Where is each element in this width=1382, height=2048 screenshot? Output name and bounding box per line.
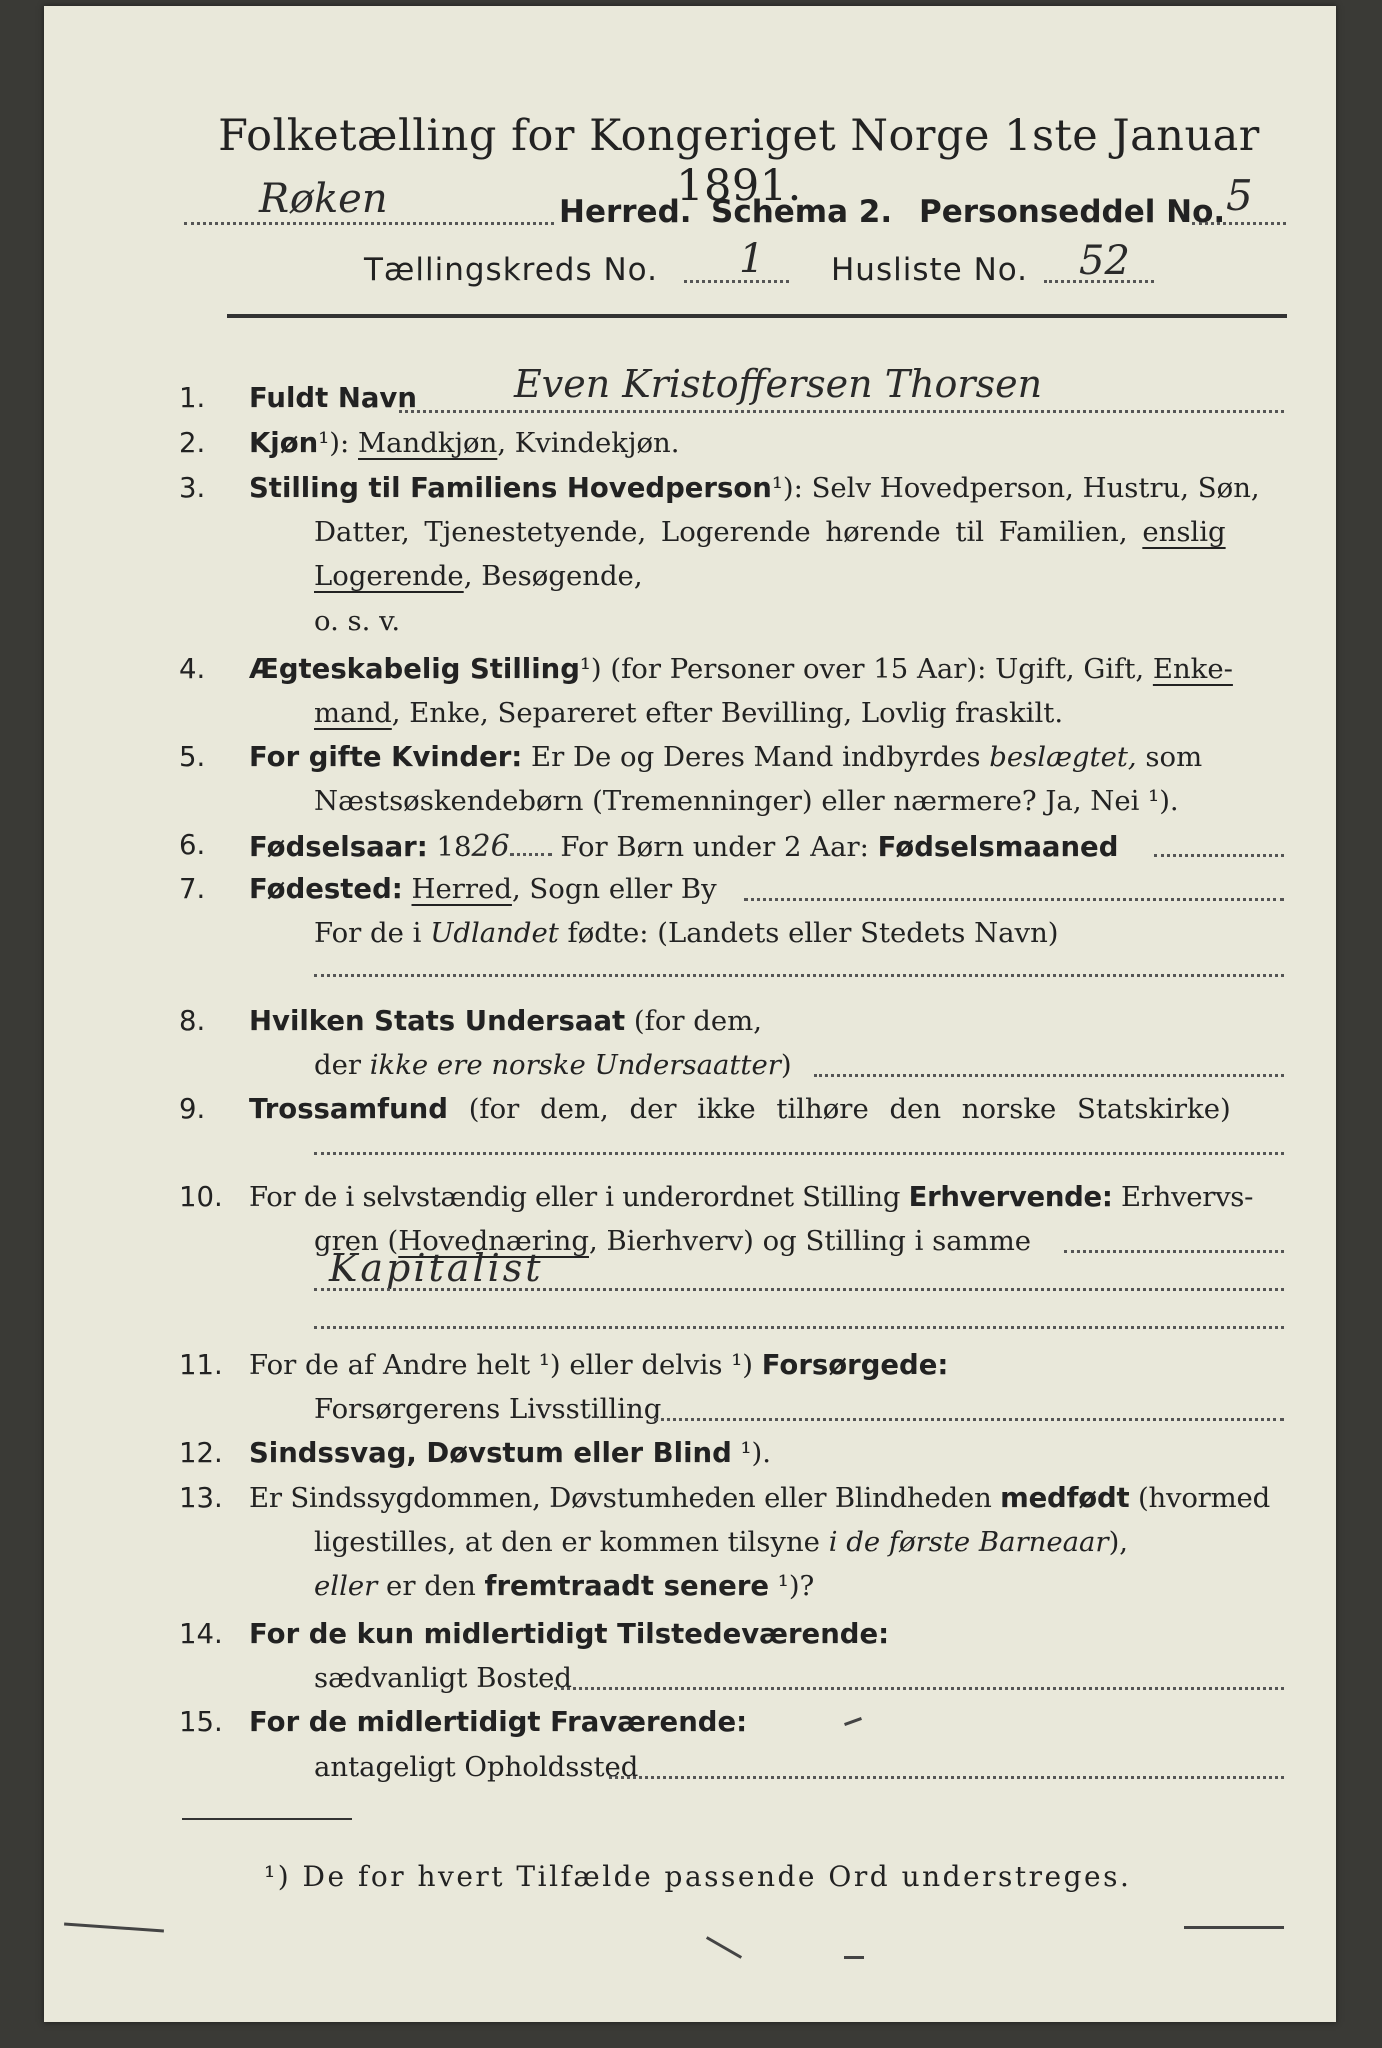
q1-answer-name: Even Kristoffersen Thorsen xyxy=(514,362,1043,406)
q10-erhvervende: Erhvervende: xyxy=(908,1181,1113,1213)
q7-label: Fødested: xyxy=(249,873,403,905)
personseddel-value: 5 xyxy=(1226,171,1253,220)
q7-answer-line xyxy=(744,898,1284,901)
q13-fremtraadt-senere: fremtraadt senere xyxy=(484,1570,770,1602)
footnote: ¹) De for hvert Tilfælde passende Ord understreges. xyxy=(264,1860,1132,1893)
q14-label: For de kun midlertidigt Tilstedeværende: xyxy=(249,1618,890,1650)
personseddel-dotted-line xyxy=(1192,222,1286,225)
q11-answer-line xyxy=(654,1418,1284,1421)
q4-number: 4. xyxy=(179,653,206,685)
q5-line1-text: Er De og Deres Mand indbyrdes xyxy=(522,741,990,773)
q3-line1-rest: ¹): Selv Hovedperson, Hustru, Søn, xyxy=(771,472,1260,504)
q8-number: 8. xyxy=(179,1005,206,1037)
q14-answer-line xyxy=(554,1687,1284,1690)
q6-month-line xyxy=(1154,854,1284,857)
husliste-label: Husliste No. xyxy=(831,252,1029,288)
form-title: Folketælling for Kongeriget Norge 1ste Januar 1891. xyxy=(218,111,1260,211)
q1-answer-line xyxy=(399,410,1284,413)
q2-label: Kjøn xyxy=(249,427,319,459)
q13-line2-b: ), xyxy=(1108,1526,1129,1558)
ink-mark-bottom xyxy=(706,1936,742,1959)
q10-line1-a: For de i selvstændig eller i underordnet Stilling xyxy=(249,1181,909,1213)
q13-medfodt: medfødt xyxy=(1000,1482,1130,1514)
q13-line1-c: (hvormed xyxy=(1129,1482,1270,1514)
q13-forste-barneaar: i de første Barneaar xyxy=(828,1526,1109,1558)
q12-label: Sindssvag, Døvstum eller Blind xyxy=(249,1437,732,1469)
q10-number: 10. xyxy=(179,1181,223,1213)
q10-answer-line-2 xyxy=(314,1326,1284,1329)
q14-bosted: sædvanligt Bosted xyxy=(314,1662,573,1694)
q8-line1-a: Hvilken Stats xyxy=(249,1005,465,1037)
q10-option-hovednaering: Hovednæring xyxy=(398,1225,589,1257)
q8-undersaat: Undersaat xyxy=(464,1005,626,1037)
q3-number: 3. xyxy=(179,472,206,504)
q7-rest: , Sogn eller By xyxy=(511,873,717,905)
q10-line1-c: Erhvervs- xyxy=(1112,1181,1254,1213)
q15-label: For de midlertidigt Fraværende: xyxy=(249,1706,748,1738)
q6-label: Fødselsaar: xyxy=(249,831,428,863)
q7-line2-a: For de i xyxy=(314,917,431,949)
q3-label: Stilling til Familiens Hovedperson xyxy=(249,472,772,504)
q2-option-kvindekjon: , Kvindekjøn. xyxy=(497,427,680,459)
q2-number: 2. xyxy=(179,427,206,459)
q3-line3-text: , Besøgende, xyxy=(463,560,643,592)
q11-livsstilling: Forsørgerens Livsstilling xyxy=(314,1393,662,1425)
q13-line2-a: ligestilles, at den er kommen tilsyne xyxy=(314,1526,829,1558)
q10-answer-occupation: Kapitalist xyxy=(329,1246,544,1290)
q8-ikke-norske: ikke ere norske Undersaatter xyxy=(369,1049,781,1081)
q3-line2-text: Datter, Tjenestetyende, Logerende hørende til Familien, xyxy=(314,516,1143,548)
q2-option-mandkjon: Mandkjøn xyxy=(358,427,498,459)
husliste-value: 52 xyxy=(1079,238,1130,284)
header-divider xyxy=(227,314,1287,318)
q11-line1-a: For de af Andre helt ¹) eller delvis ¹) xyxy=(249,1349,762,1381)
q5-label: For gifte Kvinder: xyxy=(249,741,523,773)
q5-beslaegtet: beslægtet, xyxy=(989,741,1137,773)
q15-number: 15. xyxy=(179,1706,223,1738)
q7-option-herred: Herred xyxy=(411,873,512,905)
q13-line1-a: Er Sindssygdommen, Døvstumheden eller Blindheden xyxy=(249,1482,1001,1514)
q9-number: 9. xyxy=(179,1093,206,1125)
q6-year-value: 26 xyxy=(471,829,510,864)
q13-line3-c: ¹)? xyxy=(769,1570,815,1602)
q13-line3-a: er den xyxy=(377,1570,485,1602)
q9-rest: (for dem, der ikke tilhøre den norske Statskirke) xyxy=(447,1093,1231,1125)
q2-rest: ): xyxy=(329,427,358,459)
q7-foreign-line xyxy=(314,974,1284,977)
q6-fodselsmaaned: Fødselsmaaned xyxy=(877,831,1119,863)
personseddel-label: Personseddel No. xyxy=(919,194,1226,230)
q8-line1-c: (for dem, xyxy=(625,1005,762,1037)
q4-line1-text: ¹) (for Personer over 15 Aar): Ugift, Gift, xyxy=(579,653,1153,685)
q8-answer-line xyxy=(814,1074,1284,1077)
q15-answer-line xyxy=(609,1776,1284,1779)
q2-sup: ¹ xyxy=(318,427,330,459)
q1-label: Fuldt Navn xyxy=(249,382,417,414)
tellingskreds-dotted-line xyxy=(684,280,789,283)
q11-number: 11. xyxy=(179,1349,223,1381)
margin-mark-left xyxy=(64,1923,164,1933)
q9-answer-line xyxy=(314,1152,1284,1155)
q13-eller: eller xyxy=(314,1570,378,1602)
q4-line2-text: , Enke, Separeret efter Bevilling, Lovlig fraskilt. xyxy=(391,697,1064,729)
q11-forsorgede: Forsørgede: xyxy=(761,1349,949,1381)
q12-rest: ¹). xyxy=(731,1437,772,1469)
q10-line2-dots xyxy=(1064,1250,1284,1253)
q10-line2-a: gren ( xyxy=(314,1225,399,1257)
census-form-sheet xyxy=(44,6,1336,2022)
q4-label: Ægteskabelig Stilling xyxy=(249,653,580,685)
q8-line2-b: ) xyxy=(780,1049,792,1081)
q9-label: Trossamfund xyxy=(249,1093,448,1125)
q12-number: 12. xyxy=(179,1437,223,1469)
tellingskreds-value: 1 xyxy=(739,236,765,282)
q1-number: 1. xyxy=(179,382,206,414)
herred-value: Røken xyxy=(259,176,388,222)
q3-option-enslig: enslig xyxy=(1142,516,1226,548)
q4-option-enkemand-b: mand xyxy=(314,697,392,729)
q14-number: 14. xyxy=(179,1618,223,1650)
q6-number: 6. xyxy=(179,829,206,861)
q5-som: som xyxy=(1136,741,1203,773)
schema-label: Schema 2. xyxy=(711,194,893,230)
q15-opholdssted: antageligt Opholdssted xyxy=(314,1751,639,1783)
herred-label: Herred. xyxy=(559,194,692,230)
q6-year-prefix: 18 xyxy=(427,831,472,863)
ink-mark-bottom-2 xyxy=(844,1956,864,1959)
q5-line2-text: Næstsøskendebørn (Tremenninger) eller nærmere? Ja, Nei ¹). xyxy=(314,785,1179,817)
tellingskreds-label: Tællingskreds No. xyxy=(364,252,658,288)
ink-mark-q15 xyxy=(844,1717,862,1726)
footnote-separator xyxy=(182,1818,352,1820)
q7-udlandet: Udlandet xyxy=(430,917,559,949)
q10-answer-line-1 xyxy=(314,1288,1284,1291)
q7-number: 7. xyxy=(179,873,206,905)
q8-line2-a: der xyxy=(314,1049,370,1081)
q13-number: 13. xyxy=(179,1482,223,1514)
q6-under-2-text: For Børn under 2 Aar: xyxy=(551,831,878,863)
q3-osv: o. s. v. xyxy=(314,605,401,637)
herred-dotted-line xyxy=(184,222,554,225)
q10-line2-b: , Bierhverv) og Stilling i samme xyxy=(589,1225,1032,1257)
q5-number: 5. xyxy=(179,741,206,773)
q7-line2-b: fødte: (Landets eller Stedets Navn) xyxy=(558,917,1059,949)
margin-mark-right xyxy=(1184,1926,1284,1929)
q4-option-enkemand-a: Enke- xyxy=(1152,653,1233,685)
q3-option-logerende: Logerende xyxy=(314,560,464,592)
